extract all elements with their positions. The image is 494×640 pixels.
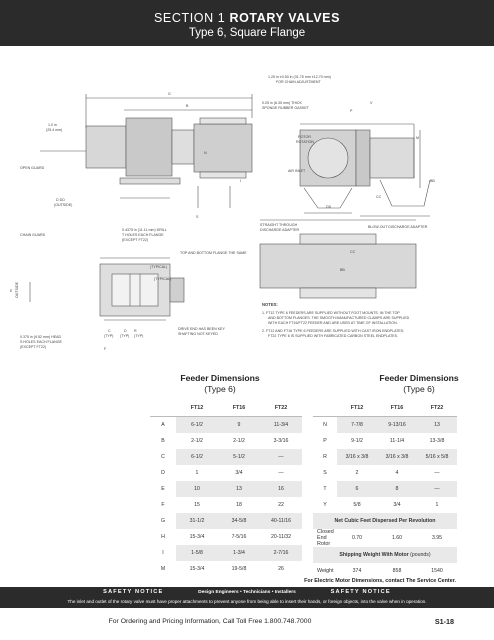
table-row [150,513,302,529]
header-band [0,0,494,46]
row-label: I [162,550,164,556]
row-label: S [323,470,327,476]
holes-line2: S HOLES EACH FLANGE [20,340,62,344]
right-table-heading: Feeder Dimensions [379,373,459,383]
weight-value: 1540 [431,568,443,574]
section-heading [0,11,494,25]
table-cell: 2-7/16 [260,545,302,561]
column-header: FT22 [417,400,457,417]
holes-line3: (EXCEPT FT22) [20,345,47,349]
chain-guard-label: CHAIN GUARD [20,233,46,237]
typ-2: (TYP) [120,334,130,338]
dim-10-line2: (25.4 mm) [46,128,63,132]
table-row [313,465,457,481]
table-cell: 6-1/2 [176,449,218,465]
table-cell: 3/4 [393,502,401,508]
outside-label: OUTSIDE [15,282,19,298]
row-label: R [323,454,327,460]
table-cell: 6 [337,481,377,497]
typical-1: (TYPICAL) [150,265,168,269]
typ-3: (TYP) [134,334,144,338]
row-label: F [161,502,165,508]
table-row [313,481,457,497]
row-label: P [323,438,327,444]
table-cell: 16 [260,481,302,497]
table-cell: 19-5/8 [231,566,247,572]
dim-label-n: N [204,151,207,155]
dim-label-s: S [196,215,199,219]
typ-1: (TYP) [104,334,114,338]
table-cell: 3-3/16 [273,438,289,444]
chain-adjust-line2: FOR CHAIN ADJUSTMENT [276,80,321,84]
table-row [150,465,302,481]
table-cell: 7-7/8 [337,417,377,434]
table-cell: 3/16 x 3/8 [377,449,417,465]
dim-10-line1: 1.0 in [48,123,57,127]
table-cell: 9-13/16 [377,417,417,434]
chain-guard-top-label: OPEN GUARD [20,166,45,170]
table-cell: 1-5/8 [176,545,218,561]
weight-value: 374 [352,568,362,574]
table-cell: 8 [377,481,417,497]
closed-end-value: 1.60 [391,535,403,541]
rotor-line1: ROTOR [298,135,311,139]
left-table-subheading: (Type 6) [204,384,236,394]
dim-label-c: C [108,329,111,333]
table-cell: 2 [355,470,359,476]
gasket-line1: 0.25 in (6.35 mm) THICK [262,101,302,105]
table-cell: 20-11/32 [270,534,292,540]
row-label: M [160,566,166,572]
dim-label-e: E [10,289,13,293]
row-label: E [161,486,165,492]
table-row [313,433,457,449]
holes-line1: 0.375 in (9.52 mm) HEAD [20,335,62,339]
table-cell: 31-1/2 [176,513,218,529]
typical-2: (TYPICAL) [154,277,172,281]
table-cell: 15-3/4 [189,534,205,540]
rotor-line2: ROTATION [296,140,315,144]
table-row [150,545,302,561]
table-row [313,497,457,513]
safety-label-left: SAFETY NOTICE [103,589,164,595]
dim-label-f: F [104,347,107,351]
notes-title: NOTES: [262,302,278,307]
table-cell: 7-5/16 [231,534,247,540]
column-header: FT12 [176,400,218,417]
row-label: B [161,438,165,444]
table-cell: 6-1/2 [176,417,218,434]
inlet-label: AIR INLET [288,169,306,173]
safety-body: The inlet and outlet of the rotary valve must have proper attachments to prevent anyone from being able to insert their hands, or foreign objects, into the valve when in operation. [67,599,427,604]
closed-end-value: 3.95 [431,535,443,541]
shipping-unit: (pounds) [410,552,431,558]
note1-line2: AND BOTTOM FLANGES. THE SMOOTH MANUFACTURED CLAMPS ARE SUPPLIED [268,316,410,320]
drive-line2: SHAFTING NOT KEYED [178,332,218,336]
contact-note: For Electric Motor Dimensions, contact The Service Center. [304,578,456,584]
column-header: FT22 [260,400,302,417]
table-cell: — [278,470,284,476]
table-cell: 13 [218,481,260,497]
safety-heading-row [0,589,494,595]
note1-line3: WITH EACH FT16/FT22 FEEDER AND ARE USED AT TIME OF INSTALLATION. [268,321,398,325]
table-row [313,417,457,434]
dim-label-cc-top: CC [376,195,382,199]
table-cell: 5/8 [353,502,361,508]
row-label: D [161,470,165,476]
dim-label-d: D [124,329,127,333]
column-header: FT16 [377,400,417,417]
drill-line2: T HOLES EACH FLANGE [122,233,164,237]
technical-drawing [0,48,494,368]
table-cell: — [260,449,302,465]
right-table-subheading: (Type 6) [403,384,435,394]
table-cell: 9 [218,417,260,434]
note2-line1: 2. FT12 AND FT16 TYPE 6 FEEDERS ARE SUPPLIED WITH CAST IRON ENDPLATES; [262,329,405,333]
page-number: S1-18 [434,617,454,626]
dim-label-aa: DD [326,205,332,209]
dim-label-b: B [186,104,189,108]
safety-notice-band [0,587,494,608]
section-label: SECTION 1 [153,11,226,25]
table-cell: 34-5/8 [218,513,260,529]
left-table-title [145,373,295,395]
dim-label-p: P [350,109,353,113]
table-row [150,481,302,497]
table-cell: 1 [435,502,439,508]
dim-label-cc: CC [350,250,356,254]
table-cell: 40-11/16 [260,513,302,529]
table-cell: 1-3/4 [218,545,260,561]
table-cell: 11-3/4 [260,417,302,434]
table-row [150,497,302,513]
table-cell: 3/16 x 3/8 [337,449,377,465]
closed-end-value: 0.70 [351,535,363,541]
row-label: G [160,518,166,524]
table-cell: — [417,481,457,497]
table-row [150,449,302,465]
dim-label-r: R [134,329,137,333]
safety-label-right: SAFETY NOTICE [330,589,391,595]
table-row [150,417,302,434]
table-cell: 2-1/2 [191,438,203,444]
table-cell: 26 [278,566,284,572]
table-row [150,433,302,449]
table-cell: 15-3/4 [189,566,205,572]
table-cell: 9-1/2 [351,438,363,444]
table-cell: 11-1/4 [389,438,405,444]
section-title: ROTARY VALVES [229,11,341,25]
shipping-header [313,547,457,563]
closed-end-label: Closed End Rotor [317,529,334,547]
row-label: Y [323,502,327,508]
note1-line1: 1. FT12 TYPE 6 FEEDERS ARE SUPPLIED WITHOUT FOOT MOUNTS. IN THE TOP [262,311,400,315]
dd-line2: (OUTSIDE) [54,203,73,207]
drill-line3: (EXCEPT FT22) [122,238,149,242]
table-cell: 5-1/2 [218,449,260,465]
table-cell: 5/16 x 5/8 [417,449,457,465]
table-cell: 10 [176,481,218,497]
dim-label-ee: BB [340,268,345,272]
displacement-header: Net Cubic Feet Dispersed Per Revolution [313,513,457,529]
note2-line2: FT22 TYPE 6 IS SUPPLIED WITH FABRICATED CARBON STEEL ENDPLATES. [268,334,399,338]
drill-line1: 0.4375 in (11.11 mm) DRILL [122,228,167,232]
dim-label-m: M [416,136,419,140]
drive-line1: DRIVE END HAS BEEN KEY [178,327,225,331]
table-cell: 22 [278,502,284,508]
table-cell: 13 [417,417,457,434]
weight-label: Weight [317,568,334,574]
page-subtitle: Type 6, Square Flange [188,27,306,39]
top-bottom-label: TOP AND BOTTOM FLANGE THE SAME [180,251,247,255]
dd-line1: D DD [56,198,65,202]
row-label: A [161,422,165,428]
table-row [150,561,302,577]
column-header: FT16 [218,400,260,417]
table-cell: 2-1/2 [233,438,245,444]
table-cell: 15 [194,502,200,508]
table-cell: 18 [236,502,242,508]
safety-audience: Design Engineers • Technicians • Installers [198,590,296,595]
row-label: C [161,454,165,460]
shipping-header-text: Shipping Weight With Motor [339,552,409,558]
table-cell: 13-3/8 [429,438,445,444]
left-dimension-table [150,400,302,577]
table-row [150,529,302,545]
chain-adjust-line1: 1.25 in ±0.50 in (31.75 mm ±12.70 mm) [268,75,331,79]
right-table-title [344,373,494,395]
row-label: N [323,422,327,428]
gasket-line2: SPONGE RUBBER GASKET [262,106,309,110]
blowout-label: BLOW-OUT DISCHARGE ADAPTER [368,225,428,229]
table-cell: 1 [195,470,199,476]
dim-label-g: G [168,92,171,96]
table-cell: — [434,470,440,476]
row-label: H [161,534,165,540]
straight-line1: STRAIGHT THROUGH [260,223,298,227]
dim-label-v: V [370,101,373,105]
column-header: FT12 [337,400,377,417]
table-cell: 4 [395,470,399,476]
dim-label-i: I [240,179,241,183]
left-table-heading: Feeder Dimensions [180,373,260,383]
dim-label-bb: BB [430,179,435,183]
table-row [313,449,457,465]
weight-value: 858 [392,568,402,574]
right-dimension-table [313,400,457,579]
footer-ordering-info: For Ordering and Pricing Information, Call Toll Free 1.800.748.7000 [108,618,312,625]
straight-line2: DISCHARGE ADAPTER [260,228,300,232]
table-cell: 3/4 [235,470,243,476]
row-label: T [323,486,327,492]
